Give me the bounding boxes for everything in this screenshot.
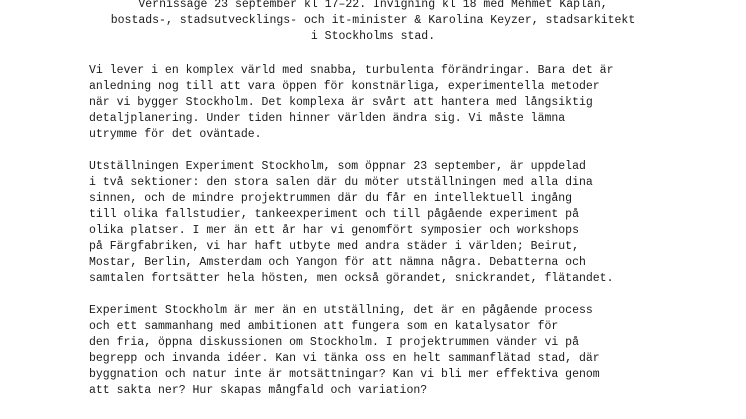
paragraph-2-line-5: olika platser. I mer än ett år har vi genomfört symposier och workshops (89, 224, 579, 237)
paragraph-3-line-6: att sakta ner? Hur skapas mångfald och variation? (89, 384, 428, 397)
paragraph-1-line-3: när vi bygger Stockholm. Det komplexa är svårt att hantera med långsiktig (89, 96, 593, 109)
paragraph-3-line-2: och ett sammanhang med ambitionen att fungera som en katalysator för (89, 320, 559, 333)
paragraph-1-line-5: utrymme för det oväntade. (89, 128, 262, 141)
header-line-3: i Stockholms stad. (310, 30, 436, 43)
paragraph-2-line-4: till olika fallstudier, tankeexperiment och till pågående experiment på (89, 208, 579, 221)
paragraph-2-line-7: Mostar, Berlin, Amsterdam och Yangon för att nämna några. Debatterna och (89, 256, 586, 269)
paragraph-3-line-1: Experiment Stockholm är mer än en utställning, det är en pågående process (89, 304, 593, 317)
paragraph-2-line-8: samtalen fortsätter hela hösten, men också görandet, snickrandet, flätandet. (89, 272, 614, 285)
paragraph-2-line-6: på Färgfabriken, vi har haft utbyte med andra städer i världen; Beirut, (89, 240, 579, 253)
paragraph-1-line-4: detaljplanering. Under tiden hinner världen ändra sig. Vi måste lämna (89, 112, 566, 125)
paragraph-3-line-3: den fria, öppna diskussionen om Stockholm. I projektrummen vänder vi på (89, 336, 579, 349)
header-line-2: bostads-, stadsutvecklings- och it-minister & Karolina Keyzer, stadsarkitekt (110, 14, 636, 27)
header-line-1: Vernissage 23 september kl 17–22. Invigning kl 18 med Mehmet Kaplan, (138, 0, 608, 11)
paragraph-2-line-2: i två sektioner: den stora salen där du möter utställningen med alla dina (89, 176, 593, 189)
paragraph-3-line-5: byggnation och natur inte är motsättningar? Kan vi bli mer effektiva genom (89, 368, 600, 381)
paragraph-1-line-2: anledning nog till att vara öppen för konstnärliga, experimentella metoder (89, 80, 600, 93)
paragraph-2-line-3: sinnen, och de mindre projektrummen där du får en intellektuell ingång (89, 192, 573, 205)
paragraph-1-line-1: Vi lever i en komplex värld med snabba, turbulenta förändringar. Bara det är (89, 64, 614, 77)
paragraph-3-line-4: begrepp och invanda idéer. Kan vi tänka oss en helt sammanflätad stad, där (89, 352, 600, 365)
paragraph-2-line-1: Utställningen Experiment Stockholm, som öppnar 23 september, är uppdelad (89, 160, 586, 173)
